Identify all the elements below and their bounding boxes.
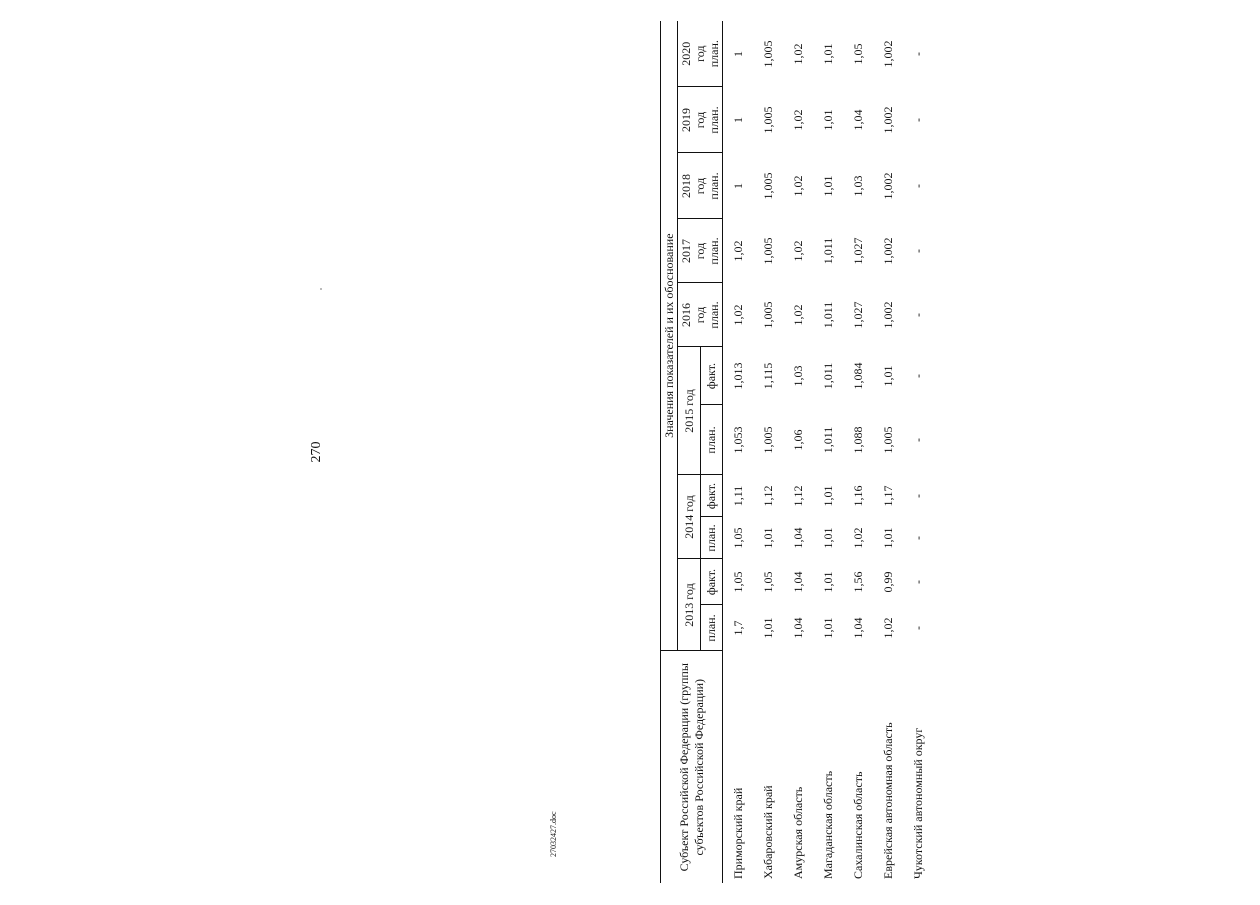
value-cell: - (910, 626, 925, 630)
value-cell: 1,005 (760, 172, 775, 200)
value-cell: 1,01 (880, 365, 895, 387)
value-cell: 1,005 (760, 301, 775, 329)
value-cell: 1,01 (760, 617, 775, 639)
value-cell: 1,115 (760, 362, 775, 390)
header-year-2020: 2020 год план. (678, 21, 723, 87)
value-cell: 1,04 (790, 571, 805, 593)
header-values: Значения показателей и их обоснование (661, 21, 678, 651)
value-cell: 1,02 (730, 240, 745, 262)
value-cell: 1,02 (730, 304, 745, 326)
value-cell: - (910, 184, 925, 188)
value-cell: - (910, 438, 925, 442)
value-cell: 1,7 (730, 620, 745, 636)
header-year-2018: 2018 год план. (678, 153, 723, 219)
value-cell: 1,05 (760, 571, 775, 593)
region-name-cell: Чукотский автономный округ (910, 727, 925, 879)
value-cell: 1,01 (760, 527, 775, 549)
value-cell: - (910, 249, 925, 253)
value-cell: 1,053 (730, 426, 745, 454)
value-cell: 1,01 (820, 175, 835, 197)
header-year-2016: 2016 год план. (678, 283, 723, 347)
value-cell: 1,02 (790, 304, 805, 326)
page-number: 270 (309, 441, 324, 463)
value-cell: 1,04 (850, 617, 865, 639)
value-cell: 1,002 (880, 40, 895, 68)
value-cell: 1,02 (790, 175, 805, 197)
header-plan-2015: план. (700, 405, 723, 475)
value-cell: 1,06 (790, 429, 805, 451)
value-cell: 1 (730, 117, 745, 123)
value-cell: 1,002 (880, 301, 895, 329)
value-cell: - (910, 536, 925, 540)
header-year-2015: 2015 год (678, 347, 701, 475)
header-fact-2015: факт. (700, 347, 723, 405)
table-row (753, 21, 783, 883)
indicators-table (660, 21, 933, 883)
value-cell: 1,01 (820, 617, 835, 639)
value-cell: - (910, 118, 925, 122)
value-cell: 1,03 (850, 175, 865, 197)
value-cell: - (910, 374, 925, 378)
table-row (903, 21, 933, 883)
value-cell: 1,01 (820, 485, 835, 507)
value-cell: 1,02 (850, 527, 865, 549)
value-cell: 0,99 (880, 571, 895, 593)
region-name-cell: Приморский край (730, 787, 745, 879)
value-cell: - (910, 51, 925, 56)
value-cell: 1,01 (820, 527, 835, 549)
header-year-2017: 2017 год план. (678, 219, 723, 283)
value-cell: 1,02 (880, 617, 895, 639)
value-cell: 1,02 (790, 43, 805, 65)
value-cell: 1,12 (760, 485, 775, 507)
value-cell: 1,011 (820, 301, 835, 329)
value-cell: 1,011 (820, 362, 835, 390)
rotated-table-container (660, 13, 1260, 883)
value-cell: 1,002 (880, 237, 895, 265)
value-cell: 1,11 (730, 485, 745, 507)
value-cell: 1,17 (880, 485, 895, 507)
value-cell: 1,01 (820, 43, 835, 65)
region-name-cell: Амурская область (790, 786, 805, 879)
region-name-cell: Магаданская область (820, 770, 835, 879)
value-cell: 1,027 (850, 301, 865, 329)
value-cell: 1,01 (820, 571, 835, 593)
value-cell: 1,02 (790, 109, 805, 131)
header-year-2014: 2014 год (678, 475, 701, 559)
region-name-cell: Еврейская автономная область (880, 722, 895, 879)
table-row (723, 21, 753, 883)
header-fact-2014: факт. (700, 475, 723, 517)
value-cell: 1,088 (850, 426, 865, 454)
value-cell: 1,002 (880, 106, 895, 134)
table-row (843, 21, 873, 883)
table-body (723, 21, 933, 883)
region-name-cell: Сахалинская область (850, 771, 865, 879)
value-cell: 1,002 (880, 172, 895, 200)
header-year-2013: 2013 год (678, 559, 701, 651)
value-cell: - (910, 313, 925, 317)
value-cell: 1,013 (730, 362, 745, 390)
value-cell: 1,56 (850, 571, 865, 593)
value-cell: 1,01 (820, 109, 835, 131)
value-cell: 1,005 (760, 237, 775, 265)
value-cell: - (910, 580, 925, 584)
header-fact-2013: факт. (700, 559, 723, 605)
value-cell: 1,011 (820, 237, 835, 265)
region-name-cell: Хабаровский край (760, 785, 775, 879)
header-region: Субъект Российской Федерации (группы субъектов Российской Федерации) (661, 651, 723, 883)
table-row (813, 21, 843, 883)
value-cell: 1,04 (790, 617, 805, 639)
value-cell: 1,005 (880, 426, 895, 454)
value-cell: 1,02 (790, 240, 805, 262)
value-cell: 1 (730, 50, 745, 57)
value-cell: 1,01 (880, 527, 895, 549)
value-cell: 1,011 (820, 426, 835, 454)
table-row (873, 21, 903, 883)
value-cell: 1,16 (850, 485, 865, 507)
value-cell: 1,027 (850, 237, 865, 265)
doc-reference: 27032427.doc (549, 811, 558, 857)
table-row (783, 21, 813, 883)
value-cell: 1,12 (790, 485, 805, 507)
value-cell: 1,005 (760, 40, 775, 68)
scan-speck (320, 288, 322, 290)
value-cell: 1,03 (790, 365, 805, 387)
value-cell: 1,04 (790, 527, 805, 549)
value-cell: 1,04 (850, 109, 865, 131)
header-row-1 (661, 21, 678, 883)
value-cell: 1,05 (850, 43, 865, 65)
value-cell: 1 (730, 183, 745, 189)
value-cell: 1,084 (850, 362, 865, 390)
header-year-2019: 2019 год план. (678, 87, 723, 153)
value-cell: - (910, 494, 925, 498)
value-cell: 1,05 (730, 571, 745, 593)
value-cell: 1,05 (730, 527, 745, 549)
header-plan-2014: план. (700, 517, 723, 559)
header-plan-2013: план. (700, 605, 723, 651)
value-cell: 1,005 (760, 106, 775, 134)
value-cell: 1,005 (760, 426, 775, 454)
